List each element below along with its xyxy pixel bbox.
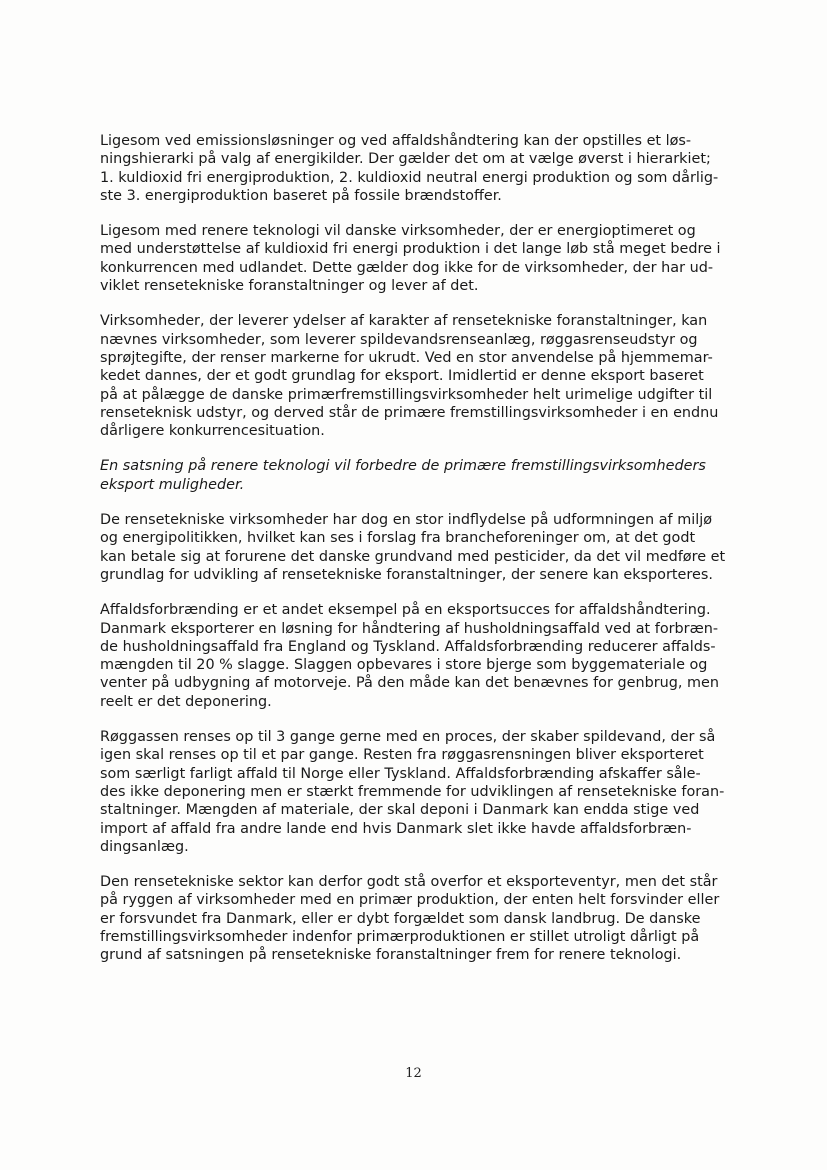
text-line: import af affald fra andre lande end hvis Danmark slet ikke havde affaldsforbræn-	[100, 820, 692, 837]
paragraph	[100, 222, 750, 295]
text-line: reelt er det deponering.	[100, 693, 272, 710]
text-line: ste 3. energiproduktion baseret på fossile brændstoffer.	[100, 187, 502, 204]
paragraph	[100, 511, 750, 584]
paragraph	[100, 312, 750, 440]
text-line: renseteknisk udstyr, og derved står de primære fremstillingsvirksomheder i en endnu	[100, 404, 719, 421]
text-line: kan betale sig at forurene det danske grundvand med pesticider, da det vil medføre et	[100, 548, 726, 565]
text-line: nævnes virksomheder, som leverer spildevandsrenseanlæg, røggasrenseudstyr og	[100, 331, 698, 348]
text-line: Affaldsforbrænding er et andet eksempel på en eksportsucces for affaldshåndtering.	[100, 602, 711, 619]
text-line: Ligesom med renere teknologi vil danske virksomheder, der er energioptimeret og	[100, 223, 696, 240]
text-line: og energipolitikken, hvilket kan ses i forslag fra brancheforeninger om, at det godt	[100, 530, 696, 547]
text-line: de husholdningsaffald fra England og Tyskland. Affaldsforbrænding reducerer affalds-	[100, 638, 716, 655]
text-line: En satsning på renere teknologi vil forbedre de primære fremstillingsvirksomheders	[100, 458, 706, 475]
paragraph	[100, 132, 750, 205]
text-line: venter på udbygning af motorveje. På den måde kan det benævnes for genbrug, men	[100, 675, 720, 692]
page-number: 12	[405, 1066, 422, 1081]
paragraph	[100, 601, 750, 711]
text-line: eksport muligheder.	[100, 476, 245, 493]
text-line: igen skal renses op til et par gange. Resten fra røggasrensningen bliver eksporteret	[100, 747, 704, 764]
text-line: ningshierarki på valg af energikilder. Der gælder det om at vælge øverst i hierarkiet;	[100, 151, 711, 168]
text-line: 1. kuldioxid fri energiproduktion, 2. kuldioxid neutral energi produktion og som dårlig-	[100, 169, 719, 186]
text-line: staltninger. Mængden af materiale, der skal deponi i Danmark kan endda stige ved	[100, 802, 700, 819]
text-line: dårligere konkurrencesituation.	[100, 423, 325, 440]
paragraph	[100, 873, 750, 964]
text-line: Ligesom ved emissionsløsninger og ved affaldshåndtering kan der opstilles et løs-	[100, 133, 692, 149]
text-line: Den rensetekniske sektor kan derfor godt stå overfor et eksporteventyr, men det står	[100, 874, 718, 891]
text-line: fremstillingsvirksomheder indenfor primærproduktionen er stillet utroligt dårligt på	[100, 928, 700, 945]
text-line: Røggassen renses op til 3 gange gerne med en proces, der skaber spildevand, der så	[100, 729, 716, 746]
text-line: kedet dannes, der et godt grundlag for eksport. Imidlertid er denne eksport baseret	[100, 368, 704, 385]
text-line: på at pålægge de danske primærfremstillingsvirksomheder helt urimelige udgifter til	[100, 386, 713, 403]
body-text	[100, 132, 750, 982]
text-line: grund af satsningen på rensetekniske foranstaltninger frem for renere teknologi.	[100, 947, 682, 964]
text-line: Virksomheder, der leverer ydelser af karakter af rensetekniske foranstaltninger, kan	[100, 313, 708, 330]
text-line: De rensetekniske virksomheder har dog en stor indflydelse på udformningen af miljø	[100, 512, 713, 529]
text-line: på ryggen af virksomheder med en primær produktion, der enten helt forsvinder eller	[100, 892, 720, 909]
paragraph	[100, 728, 750, 856]
text-line: sprøjtegifte, der renser markerne for ukrudt. Ved en stor anvendelse på hjemmemar-	[100, 349, 713, 366]
text-line: er forsvundet fra Danmark, eller er dybt forgældet som dansk landbrug. De danske	[100, 910, 701, 927]
text-line: Danmark eksporterer en løsning for håndtering af husholdningsaffald ved at forbræn-	[100, 620, 719, 637]
text-line: dingsanlæg.	[100, 838, 189, 855]
text-line: mængden til 20 % slagge. Slaggen opbevares i store bjerge som byggemateriale og	[100, 657, 708, 674]
text-line: des ikke deponering men er stærkt fremmende for udviklingen af rensetekniske foran-	[100, 783, 725, 800]
text-line: viklet rensetekniske foranstaltninger og lever af det.	[100, 278, 479, 295]
italic-paragraph	[100, 457, 750, 494]
text-line: konkurrencen med udlandet. Dette gælder dog ikke for de virksomheder, der har ud-	[100, 259, 714, 276]
text-line: med understøttelse af kuldioxid fri energi produktion i det lange løb stå meget bedre i	[100, 241, 721, 258]
text-line: som særligt farligt affald til Norge eller Tyskland. Affaldsforbrænding afskaffer såle-	[100, 765, 701, 782]
text-line: grundlag for udvikling af rensetekniske foranstaltninger, der senere kan eksporteres.	[100, 566, 713, 583]
